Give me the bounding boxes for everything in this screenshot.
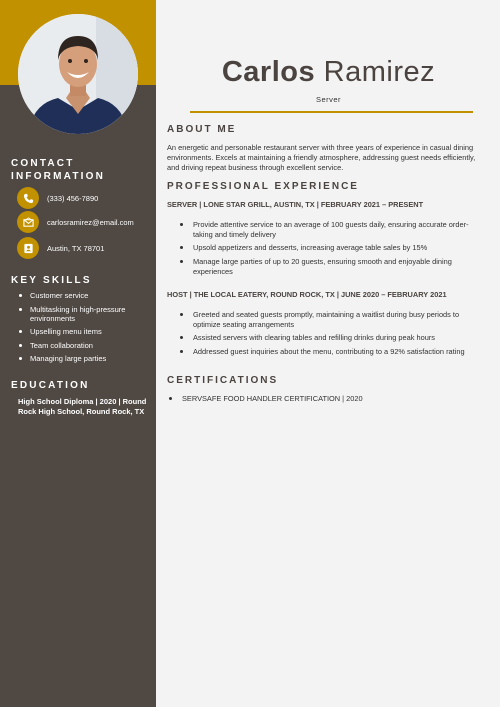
list-item: Upselling menu items [18,327,148,336]
phone-text: (333) 456-7890 [47,193,99,203]
list-item: Multitasking in high-pressure environments [18,305,148,323]
email-icon [17,211,39,233]
list-item: Upsold appetizers and desserts, increasing average table sales by 15% [178,243,478,253]
candidate-name [157,56,500,89]
contact-heading: CONTACT INFORMATION [11,158,106,182]
contact-phone [17,187,98,209]
education-entry: High School Diploma | 2020 | Round Rock High School, Round Rock, TX [18,397,147,416]
certifications-heading: CERTIFICATIONS [167,375,279,386]
list-item: Assisted servers with clearing tables and refilling drinks during peak hours [178,333,478,343]
about-text: An energetic and personable restaurant server with three years of experience in casual dining environments. Excels at maintaining a friendly atmosphere, addressing guest needs efficiently, and driving repeat business through excellent service. [167,143,476,172]
skills-list [18,291,148,368]
job-role: Server [315,95,342,104]
education-heading: EDUCATION [11,380,90,391]
list-item: Greeted and seated guests promptly, maintaining a waitlist during busy periods to optimize seating arrangements [178,310,478,329]
first-name: Carlos [221,56,316,88]
job-bullets [178,310,478,361]
name-divider [190,111,473,113]
email-text: carlosramirez@email.com [47,217,134,227]
phone-icon [17,187,39,209]
list-item: Customer service [18,291,148,300]
list-item: SERVSAFE FOOD HANDLER CERTIFICATION | 2020 [167,394,467,404]
certifications-list [167,394,467,408]
address-text: Austin, TX 78701 [47,243,105,253]
list-item: Managing large parties [18,354,148,363]
about-heading: ABOUT ME [167,124,237,135]
list-item: Addressed guest inquiries about the menu, contributing to a 92% satisfaction rating [178,347,478,357]
last-name: Ramirez [323,56,436,88]
job-title: HOST | THE LOCAL EATERY, ROUND ROCK, TX | JUNE 2020 – FEBRUARY 2021 [167,290,447,299]
job-bullets [178,220,478,281]
list-item: Provide attentive service to an average of 100 guests daily, ensuring accurate order-taking and timely delivery [178,220,478,239]
contact-address [17,237,104,259]
job-title: SERVER | LONE STAR GRILL, AUSTIN, TX | FEBRUARY 2021 – PRESENT [167,200,424,209]
experience-heading: PROFESSIONAL EXPERIENCE [167,181,359,192]
list-item: Team collaboration [18,341,148,350]
contact-email [17,211,134,233]
list-item: Manage large parties of up to 20 guests, ensuring smooth and enjoyable dining experiences [178,257,478,276]
profile-photo [18,14,138,134]
address-card-icon [17,237,39,259]
skills-heading: KEY SKILLS [11,275,92,286]
